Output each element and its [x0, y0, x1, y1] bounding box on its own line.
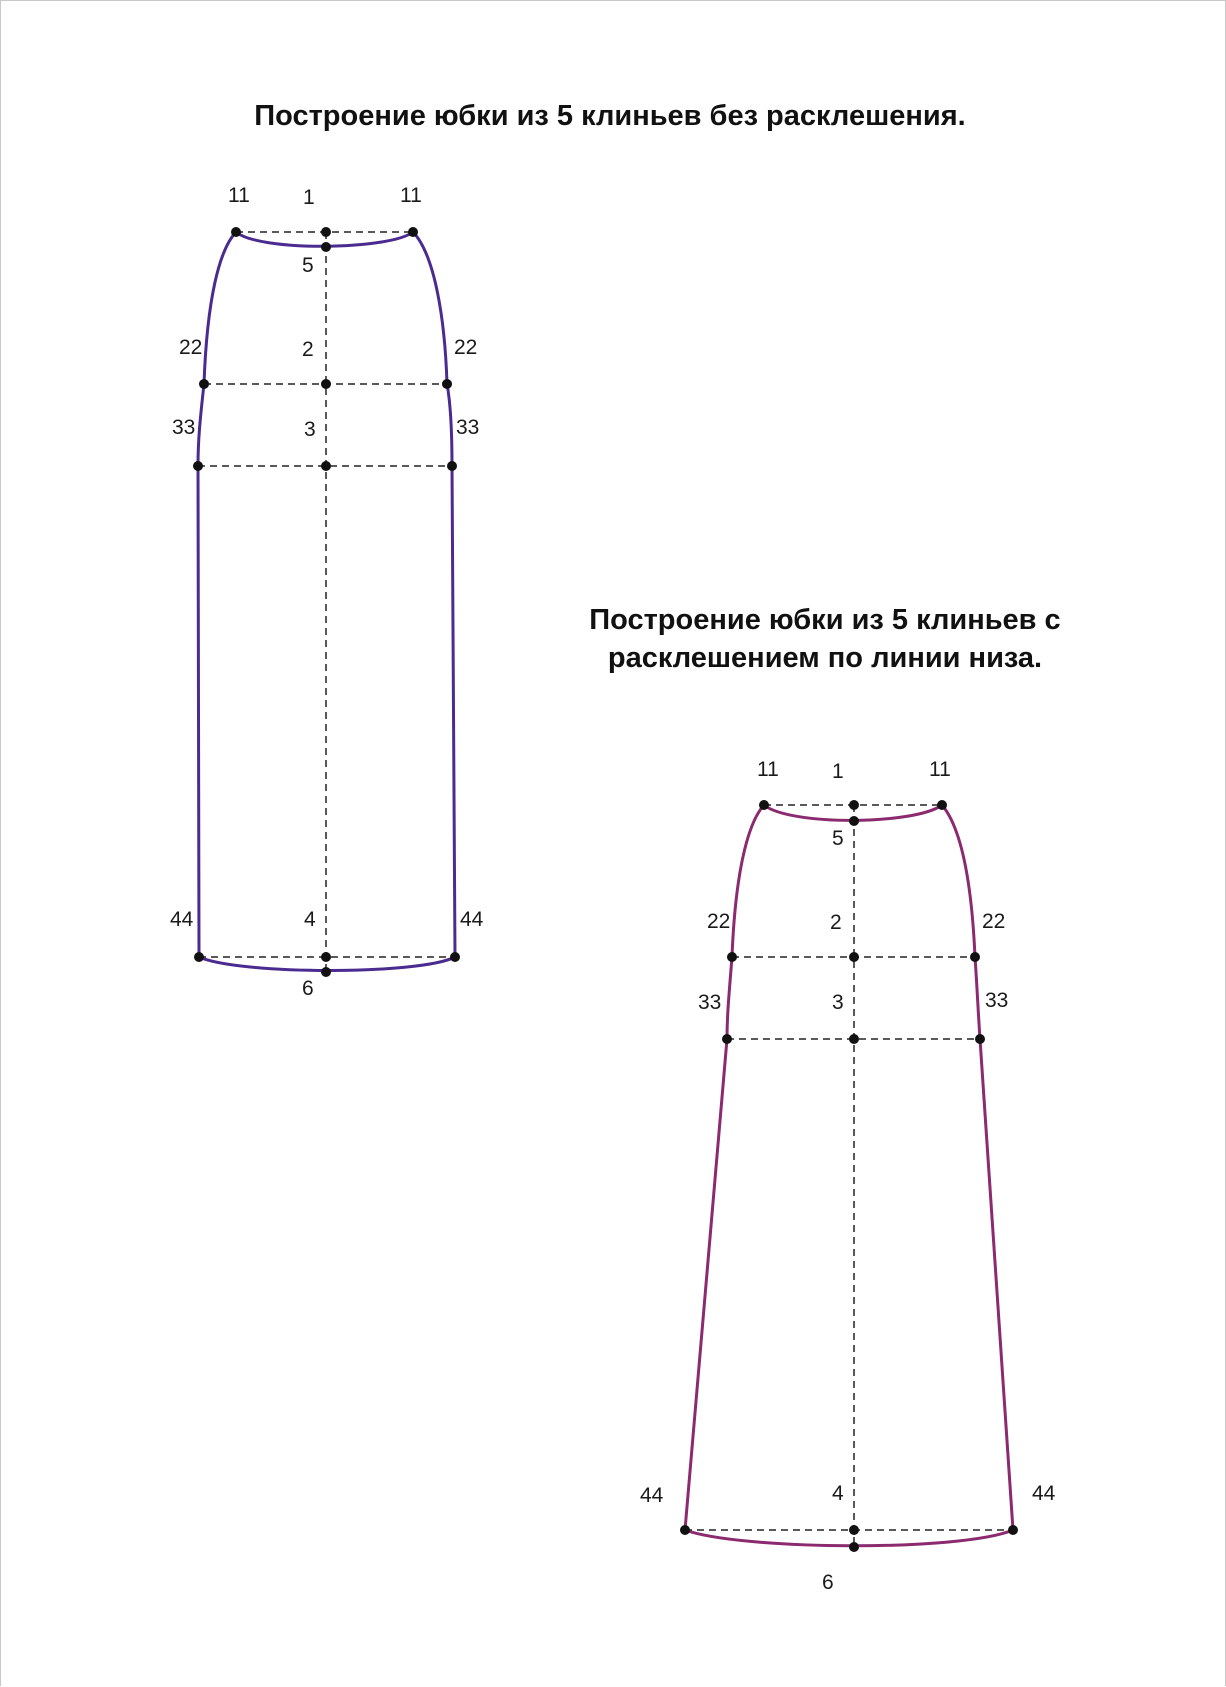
flared-label-1: 1: [832, 760, 844, 783]
straight-point-3: [321, 461, 331, 471]
straight-label-4: 4: [304, 908, 316, 931]
straight-point-1: [321, 227, 331, 237]
flared-label-22-left: 22: [707, 910, 731, 933]
straight-label-33-left: 33: [172, 416, 196, 439]
flared-label-11-right: 11: [929, 758, 951, 781]
straight-label-2: 2: [302, 338, 314, 361]
flared-point-6: [849, 1542, 859, 1552]
straight-skirt-title: Построение юбки из 5 клиньев без расклешения.: [254, 100, 966, 132]
straight-point-33-right: [447, 461, 457, 471]
straight-label-22-left: 22: [179, 336, 203, 359]
flared-label-44-right: 44: [1032, 1482, 1056, 1505]
flared-point-44-left: [680, 1525, 690, 1535]
flared-label-4: 4: [832, 1482, 844, 1505]
flared-label-2: 2: [830, 911, 842, 934]
flared-label-33-right: 33: [985, 989, 1009, 1012]
flared-skirt-outline: [685, 805, 1013, 1546]
straight-label-11-left: 11: [228, 184, 250, 207]
straight-label-44-left: 44: [170, 908, 194, 931]
straight-label-3: 3: [304, 418, 316, 441]
straight-skirt-labels: [170, 184, 484, 1000]
flared-point-22-right: [970, 952, 980, 962]
straight-label-44-right: 44: [460, 908, 484, 931]
flared-skirt-title-line2: расклешением по линии низа.: [607, 642, 1043, 674]
flared-label-44-left: 44: [640, 1484, 664, 1507]
straight-point-11-left: [231, 227, 241, 237]
flared-point-22-left: [727, 952, 737, 962]
straight-label-33-right: 33: [456, 416, 480, 439]
flared-label-33-left: 33: [698, 991, 722, 1014]
straight-skirt-points: [193, 227, 460, 977]
straight-guide-lines: [198, 232, 455, 972]
flared-label-5: 5: [832, 827, 844, 850]
straight-point-11-right: [408, 227, 418, 237]
flared-skirt-panel: [640, 758, 1056, 1594]
flared-point-44-right: [1008, 1525, 1018, 1535]
flared-label-6: 6: [822, 1571, 834, 1594]
straight-point-4: [321, 952, 331, 962]
straight-point-44-right: [450, 952, 460, 962]
straight-label-5: 5: [302, 254, 314, 277]
flared-label-3: 3: [832, 991, 844, 1014]
straight-point-33-left: [193, 461, 203, 471]
flared-label-11-left: 11: [757, 758, 779, 781]
flared-skirt-labels: [640, 758, 1056, 1594]
flared-point-11-right: [937, 800, 947, 810]
straight-label-6: 6: [302, 977, 314, 1000]
straight-label-22-right: 22: [454, 336, 478, 359]
flared-point-33-left: [722, 1034, 732, 1044]
flared-point-2: [849, 952, 859, 962]
straight-point-22-right: [442, 379, 452, 389]
straight-point-5: [321, 242, 331, 252]
flared-point-1: [849, 800, 859, 810]
straight-label-11-right: 11: [400, 184, 422, 207]
flared-label-22-right: 22: [982, 910, 1006, 933]
straight-label-1: 1: [303, 186, 315, 209]
straight-point-6: [321, 967, 331, 977]
flared-skirt-points: [680, 800, 1018, 1552]
flared-point-4: [849, 1525, 859, 1535]
flared-point-11-left: [759, 800, 769, 810]
straight-point-22-left: [199, 379, 209, 389]
flared-point-5: [849, 816, 859, 826]
straight-skirt-panel: [170, 184, 484, 1000]
flared-skirt-title-line1: Построение юбки из 5 клиньев с: [589, 604, 1061, 636]
flared-point-33-right: [975, 1034, 985, 1044]
straight-point-44-left: [194, 952, 204, 962]
flared-point-3: [849, 1034, 859, 1044]
straight-point-2: [321, 379, 331, 389]
